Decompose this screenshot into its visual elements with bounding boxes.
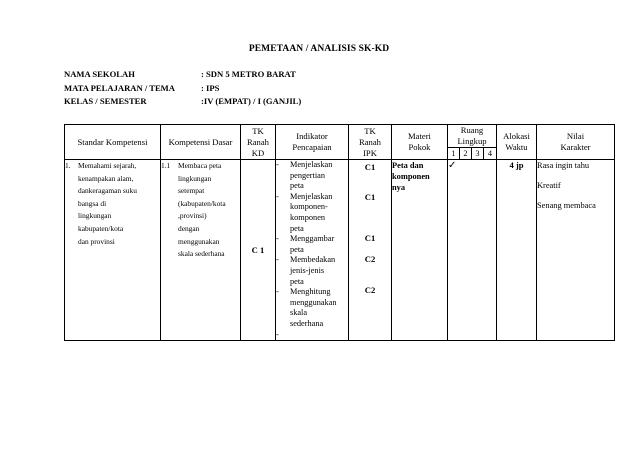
meta-value: :IV (EMPAT) / I (GANJIL) (201, 96, 302, 106)
header-ruang (448, 125, 497, 148)
meta-label: NAMA SEKOLAH (64, 69, 135, 79)
indikator-line: komponen (290, 212, 326, 222)
indikator-dash: - (276, 160, 279, 169)
meta-row-class (64, 95, 301, 109)
kd-number: 1.1 (161, 161, 171, 170)
header-alokasi (497, 125, 537, 160)
header-line: TK (252, 125, 264, 136)
check-icon: ✓ (448, 160, 457, 171)
meta-value: : SDN 5 METRO BARAT (201, 69, 296, 79)
indikator-line: komponen- (290, 202, 328, 212)
school-info (64, 68, 301, 109)
kd-line: menggunakan (178, 236, 220, 246)
nilai-item: Kreatif (537, 181, 561, 190)
header-standar: Standar Kompetensi (65, 125, 161, 160)
indikator-line: Menggambar (290, 234, 335, 244)
indikator-line: Membedakan (290, 255, 336, 265)
header-materi (392, 125, 448, 160)
header-line: TK (364, 125, 376, 136)
indikator-line: sederhana (290, 318, 324, 328)
table-row (65, 160, 615, 341)
header-ruang-2: 2 (460, 148, 472, 160)
sk-line: lingkungan (78, 211, 112, 221)
indikator-line: skala (290, 308, 308, 318)
cell-tk-kd: C 1 (241, 160, 276, 341)
indikator-line: peta (290, 181, 304, 191)
indikator-line: Menjelaskan (290, 160, 333, 169)
header-line: Waktu (505, 142, 528, 152)
header-ruang-1: 1 (448, 148, 460, 160)
cell-kd (161, 160, 241, 341)
indikator-dash: - (276, 287, 279, 297)
ipk-level: C1 (364, 233, 376, 243)
cell-materi (392, 160, 448, 341)
header-line: Lingkup (457, 136, 487, 146)
header-indikator (276, 125, 349, 160)
sk-line: bangsa di (78, 198, 107, 208)
header-line: Ranah (359, 136, 381, 147)
materi-line: Peta dan (392, 161, 424, 170)
indikator-line: Menghitung (290, 287, 331, 297)
indikator-dash: - (276, 234, 279, 244)
cell-nilai (537, 160, 615, 341)
header-line: Ruang (460, 125, 484, 135)
ipk-level: C1 (364, 162, 376, 172)
ipk-level: C2 (364, 254, 376, 264)
meta-row-school (64, 68, 301, 82)
cell-standar (65, 160, 161, 341)
header-tk-kd (241, 125, 276, 160)
header-line: Ranah (247, 136, 269, 147)
header-line: Pokok (408, 142, 431, 152)
kd-line: lingkungan (178, 173, 212, 183)
kd-line: ,provinsi) (178, 211, 207, 221)
header-line: KD (251, 147, 265, 158)
indikator-dash: - (276, 191, 279, 201)
sk-line: dan provinsi (78, 236, 115, 246)
indikator-line: Menjelaskan (290, 191, 333, 201)
indikator-line: peta (290, 244, 304, 254)
kd-line: dengan (178, 223, 200, 233)
cell-tk-ipk (349, 160, 392, 341)
indikator-dash: - (276, 255, 279, 265)
nilai-item: Senang membaca (537, 201, 596, 210)
nilai-item: Rasa ingin tahu (537, 161, 590, 170)
indikator-line: jenis-jenis (290, 265, 325, 275)
cell-ruang (448, 160, 497, 341)
indikator-line: pengertian (290, 170, 326, 180)
sk-line: kabupaten/kota (78, 223, 124, 233)
cell-alokasi: 4 jp (497, 160, 537, 341)
meta-label: KELAS / SEMESTER (64, 96, 147, 106)
header-ruang-4: 4 (484, 148, 497, 160)
sk-number: 1. (65, 161, 71, 170)
cell-indikator (276, 160, 349, 341)
kd-line: (kabupaten/kota (178, 198, 226, 208)
header-kd: Kompetensi Dasar (161, 125, 241, 160)
materi-line: nya (392, 183, 406, 192)
header-tk-ipk (349, 125, 392, 160)
header-ruang-3: 3 (472, 148, 484, 160)
sk-line: dankeragaman suku (78, 186, 137, 196)
ipk-level: C1 (364, 192, 376, 202)
indikator-line: peta (290, 223, 304, 233)
header-line: Pencapaian (292, 142, 332, 152)
page-title: PEMETAAN / ANALISIS SK-KD (248, 44, 390, 54)
mapping-table (64, 124, 615, 341)
ipk-level: C2 (364, 285, 376, 295)
sk-line: kenampakan alam, (78, 173, 134, 183)
header-line: Karakter (560, 142, 591, 152)
header-line: IPK (363, 147, 377, 158)
meta-value: : IPS (201, 82, 220, 93)
indikator-line: menggunakan (290, 297, 337, 307)
indikator-line: peta (290, 276, 304, 286)
header-nilai (537, 125, 615, 160)
indikator-dash: - (276, 329, 279, 339)
sk-line: Memahami sejarah, (78, 161, 137, 170)
kd-line: skala sederhana (178, 249, 225, 259)
meta-label: MATA PELAJARAN / TEMA (64, 82, 176, 93)
header-line: Materi (408, 131, 431, 141)
header-line: Alokasi (503, 131, 530, 141)
meta-row-subject (64, 82, 301, 96)
header-line: Indikator (296, 131, 328, 141)
header-line: Nilai (566, 131, 585, 141)
kd-line: Membaca peta (178, 161, 222, 170)
materi-line: komponen (392, 172, 430, 181)
kd-line: setempat (178, 186, 205, 196)
